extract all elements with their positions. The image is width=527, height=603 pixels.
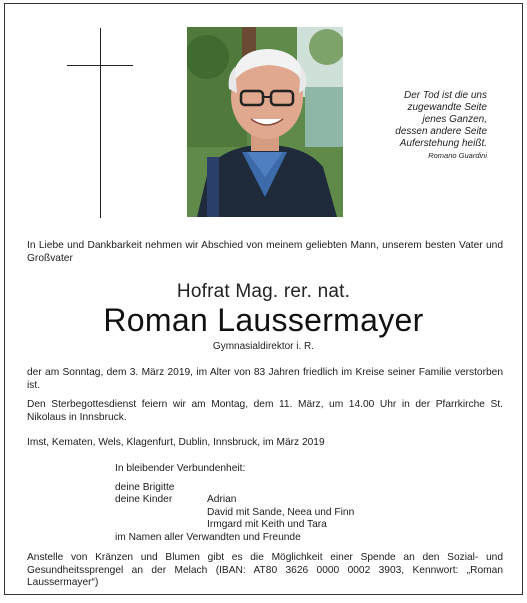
- profession: Gymnasialdirektor i. R.: [212, 341, 315, 352]
- children-label: deine Kinder: [115, 494, 173, 506]
- mourners: [115, 463, 354, 545]
- cross-icon-bar: [67, 65, 133, 66]
- donation-notice: Anstelle von Kränzen und Blumen gibt es die Möglichkeit einer Spende an den Sozial- und Gesundheitssprengel an der Melach (IBAN: AT80 3626 0000 0002 3903, Kennwort: „Roman Laussermayer“): [27, 552, 503, 589]
- cross-icon: [100, 28, 101, 218]
- mourner-wife: deine Brigitte: [115, 481, 175, 493]
- deceased-name: Roman Laussermayer: [103, 302, 424, 338]
- service-notice: Den Sterbegottesdienst feiern wir am Montag, dem 11. März, um 14.00 Uhr in der Pfarrkirche St. Nikolaus in Innsbruck.: [27, 399, 503, 423]
- portrait-photo: [187, 27, 343, 217]
- intro-text: In Liebe und Dankbarkeit nehmen wir Abschied von meinem geliebten Mann, unserem besten Vater und Großvater: [27, 240, 503, 264]
- quote-line: dessen andere Seite: [395, 126, 487, 137]
- quote-line: Auferstehung heißt.: [399, 138, 487, 149]
- mourners-heading: In bleibender Verbundenheit:: [115, 463, 246, 474]
- quote-author: Romano Guardini: [428, 151, 487, 160]
- mourners-others: im Namen aller Verwandten und Freunde: [115, 531, 301, 543]
- obituary-notice: [4, 3, 523, 595]
- quote-line: jenes Ganzen,: [422, 114, 487, 125]
- child-name: Irmgard mit Keith und Tara: [207, 519, 327, 531]
- places-date: Imst, Kematen, Wels, Klagenfurt, Dublin, Innsbruck, im März 2019: [27, 437, 325, 448]
- child-name: Adrian: [207, 494, 237, 506]
- quote-line: Der Tod ist die uns: [403, 90, 487, 101]
- child-name: David mit Sande, Neea und Finn: [207, 506, 355, 518]
- quote-line: zugewandte Seite: [407, 102, 487, 113]
- honorific-title: Hofrat Mag. rer. nat.: [176, 281, 351, 302]
- quote: [357, 90, 487, 161]
- death-notice: der am Sonntag, dem 3. März 2019, im Alter von 83 Jahren friedlich im Kreise seiner Familie verstorben ist.: [27, 367, 503, 391]
